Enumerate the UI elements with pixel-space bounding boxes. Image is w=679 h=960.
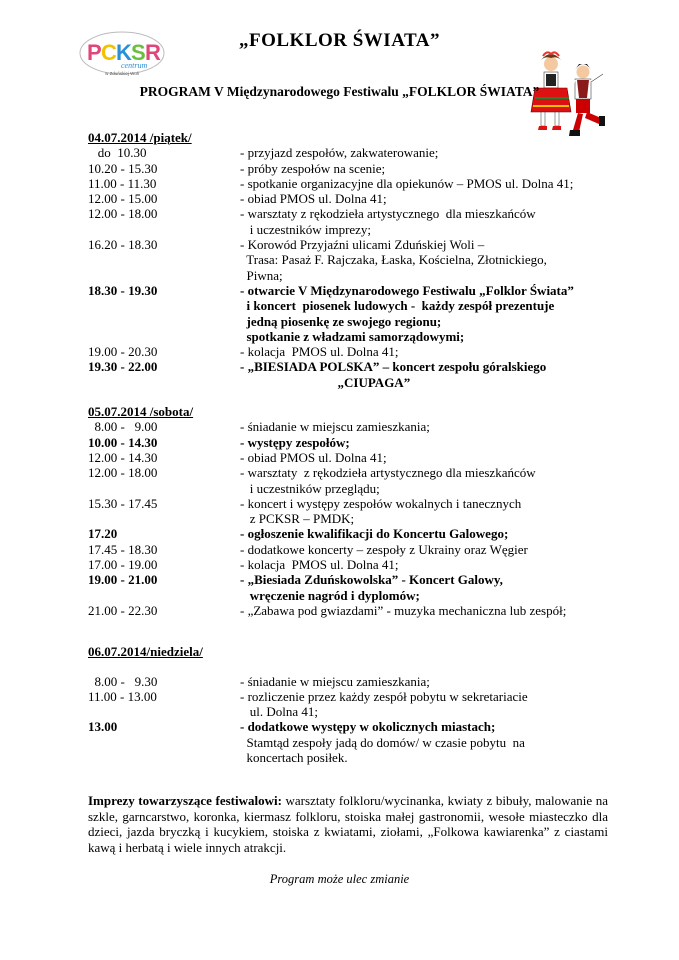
schedule-row — [88, 542, 608, 557]
schedule-time — [88, 329, 240, 344]
schedule-description: - spotkanie organizacyjne dla opiekunów – PMOS ul. Dolna 41; — [240, 175, 574, 191]
day-heading: 06.07.2014/niedziela/ — [88, 644, 203, 660]
schedule-time: 19.30 - 22.00 — [88, 359, 158, 375]
schedule-row — [88, 481, 608, 496]
schedule-row — [88, 298, 608, 313]
schedule-description: - przyjazd zespołów, zakwaterowanie; — [240, 145, 439, 161]
schedule-description: spotkanie z władzami samorządowymi; — [240, 328, 465, 344]
schedule-row — [88, 557, 608, 572]
schedule-row — [88, 450, 608, 465]
schedule-row — [88, 237, 608, 252]
accompanying-events-label: Imprezy towarzyszące festiwalowi: — [88, 793, 282, 808]
schedule-row — [88, 735, 608, 750]
schedule-description: Piwna; — [240, 267, 283, 283]
schedule-description: - śniadanie w miejscu zamieszkania; — [240, 419, 430, 435]
schedule-description: jedną piosenkę ze swojego regionu; — [240, 313, 442, 329]
schedule-description: i koncert piosenek ludowych - każdy zespół prezentuje — [240, 298, 555, 314]
schedule-description: ul. Dolna 41; — [240, 704, 318, 720]
schedule-time: 18.30 - 19.30 — [88, 282, 158, 298]
schedule-time: 17.45 - 18.30 — [88, 541, 158, 557]
schedule-row — [88, 511, 608, 526]
schedule-time: do 10.30 — [88, 145, 147, 161]
schedule-row — [88, 329, 608, 344]
schedule-time — [88, 222, 240, 237]
schedule-description: - dodatkowe koncerty – zespoły z Ukrainy oraz Węgier — [240, 541, 528, 557]
schedule-time: 17.00 - 19.00 — [88, 557, 158, 573]
schedule-description: i uczestników przeglądu; — [240, 480, 380, 496]
schedule-description: z PCKSR – PMDK; — [240, 511, 355, 527]
schedule-row — [88, 572, 608, 587]
schedule-description: - próby zespołów na scenie; — [240, 160, 386, 176]
schedule-row — [88, 359, 608, 374]
svg-text:P: P — [87, 40, 102, 65]
schedule-time: 17.20 — [88, 526, 118, 542]
schedule-time: 16.20 - 18.30 — [88, 237, 158, 253]
schedule-row — [88, 314, 608, 329]
schedule-description: - warsztaty z rękodzieła artystycznego dla mieszkańców — [240, 206, 536, 222]
schedule-time: 19.00 - 21.00 — [88, 572, 158, 588]
schedule-time: 13.00 — [88, 719, 118, 735]
schedule-time: 19.00 - 20.30 — [88, 344, 158, 360]
schedule-description: - otwarcie V Międzynarodowego Festiwalu „Folklor Świata” — [240, 282, 574, 298]
schedule-row — [88, 419, 608, 434]
schedule-time — [88, 298, 240, 313]
schedule-time — [88, 588, 240, 603]
schedule-row — [88, 588, 608, 603]
schedule-time: 12.00 - 14.30 — [88, 449, 158, 465]
schedule-row — [88, 145, 608, 160]
schedule-time: 8.00 - 9.00 — [88, 419, 158, 435]
schedule-row — [88, 704, 608, 719]
schedule-description: „CIUPAGA” — [240, 374, 411, 390]
schedule-row — [88, 496, 608, 511]
schedule-description: i uczestników imprezy; — [240, 221, 372, 237]
schedule-description: - „Biesiada Zduńskowolska” - Koncert Galowy, — [240, 572, 503, 588]
schedule-row — [88, 674, 608, 689]
day-spacer — [88, 618, 608, 644]
schedule-description: - ogłoszenie kwalifikacji do Koncertu Galowego; — [240, 526, 509, 542]
program-change-note: Program może ulec zmianie — [269, 872, 410, 886]
day-heading-spacer — [88, 660, 608, 674]
schedule-description: koncertach posiłek. — [240, 749, 348, 765]
schedule-time — [88, 252, 240, 267]
svg-text:S: S — [131, 40, 146, 65]
schedule-time — [88, 704, 240, 719]
svg-text:C: C — [101, 40, 117, 65]
svg-text:K: K — [116, 40, 132, 65]
schedule-row — [88, 435, 608, 450]
schedule-row — [88, 252, 608, 267]
schedule-time: 11.00 - 11.30 — [88, 175, 157, 191]
day-heading: 04.07.2014 /piątek/ — [88, 130, 192, 145]
schedule-description: - „Zabawa pod gwiazdami” - muzyka mechaniczna lub zespół; — [240, 602, 567, 618]
schedule-row — [88, 191, 608, 206]
accompanying-events-text: warsztaty folkloru/wycinanka, kwiaty z bibuły, malowanie na szkle, garncarstwo, koronka, kiermasz folkloru, stoiska małej gastronomii, wesołe miasteczko dla dzieci, jazda bryczką i kucykiem, stoiska z kwiatami, ziołami, „Folkowa kawiarenka” z ciastami kawą i herbatą i wiele innych atrakcji. — [88, 793, 609, 855]
schedule-time: 10.00 - 14.30 — [88, 434, 158, 450]
schedule-time: 12.00 - 18.00 — [88, 465, 158, 481]
schedule-time — [88, 750, 240, 765]
schedule-description: - występy zespołów; — [240, 434, 350, 450]
schedule-row — [88, 750, 608, 765]
schedule-time: 12.00 - 18.00 — [88, 206, 158, 222]
schedule-description: - „BIESIADA POLSKA” – koncert zespołu góralskiego — [240, 359, 547, 375]
schedule-description: Trasa: Pasaż F. Rajczaka, Łaska, Kościelna, Złotnickiego, — [240, 252, 547, 268]
day-heading: 05.07.2014 /sobota/ — [88, 404, 194, 420]
schedule-row — [88, 283, 608, 298]
program-subtitle: PROGRAM V Międzynarodowego Festiwalu „FOLKLOR ŚWIATA” — [139, 84, 540, 99]
schedule-row — [88, 222, 608, 237]
schedule — [88, 130, 608, 765]
schedule-description: - obiad PMOS ul. Dolna 41; — [240, 449, 387, 465]
schedule-time — [88, 268, 240, 283]
schedule-row — [88, 526, 608, 541]
schedule-description: - warsztaty z rękodzieła artystycznego dla mieszkańców — [240, 465, 536, 481]
schedule-time: 8.00 - 9.30 — [88, 673, 158, 689]
schedule-row — [88, 465, 608, 480]
schedule-time: 15.30 - 17.45 — [88, 495, 158, 511]
schedule-time — [88, 735, 240, 750]
schedule-row — [88, 689, 608, 704]
schedule-description: - kolacja PMOS ul. Dolna 41; — [240, 557, 399, 573]
schedule-time — [88, 314, 240, 329]
schedule-row — [88, 161, 608, 176]
schedule-time: 12.00 - 15.00 — [88, 191, 158, 207]
schedule-description: - Korowód Przyjaźni ulicami Zduńskiej Woli – — [240, 237, 485, 253]
svg-text:w Zduńskiej Woli: w Zduńskiej Woli — [105, 71, 139, 76]
schedule-time: 21.00 - 22.30 — [88, 602, 158, 618]
schedule-time: 10.20 - 15.30 — [88, 160, 158, 176]
schedule-row — [88, 719, 608, 734]
schedule-row — [88, 344, 608, 359]
schedule-row — [88, 206, 608, 221]
svg-text:R: R — [145, 40, 161, 65]
schedule-row — [88, 603, 608, 618]
schedule-description: - obiad PMOS ul. Dolna 41; — [240, 191, 387, 207]
schedule-row — [88, 176, 608, 191]
schedule-time — [88, 511, 240, 526]
day-spacer — [88, 390, 608, 404]
schedule-description: Stamtąd zespoły jadą do domów/ w czasie pobytu na — [240, 734, 525, 750]
schedule-time — [88, 375, 240, 390]
schedule-description: wręczenie nagród i dyplomów; — [240, 587, 420, 603]
schedule-time — [88, 481, 240, 496]
schedule-time: 11.00 - 13.00 — [88, 688, 157, 704]
schedule-row — [88, 375, 608, 390]
page-title: „FOLKLOR ŚWIATA” — [238, 30, 440, 51]
schedule-description: - dodatkowe występy w okolicznych miastach; — [240, 719, 496, 735]
schedule-row — [88, 268, 608, 283]
svg-text:centrum: centrum — [121, 61, 148, 70]
schedule-description: - koncert i występy zespołów wokalnych i tanecznych — [240, 495, 522, 511]
schedule-description: - rozliczenie przez każdy zespół pobytu w sekretariacie — [240, 688, 528, 704]
schedule-description: - śniadanie w miejscu zamieszkania; — [240, 673, 430, 689]
accompanying-events — [88, 793, 608, 855]
schedule-description: - kolacja PMOS ul. Dolna 41; — [240, 344, 399, 360]
